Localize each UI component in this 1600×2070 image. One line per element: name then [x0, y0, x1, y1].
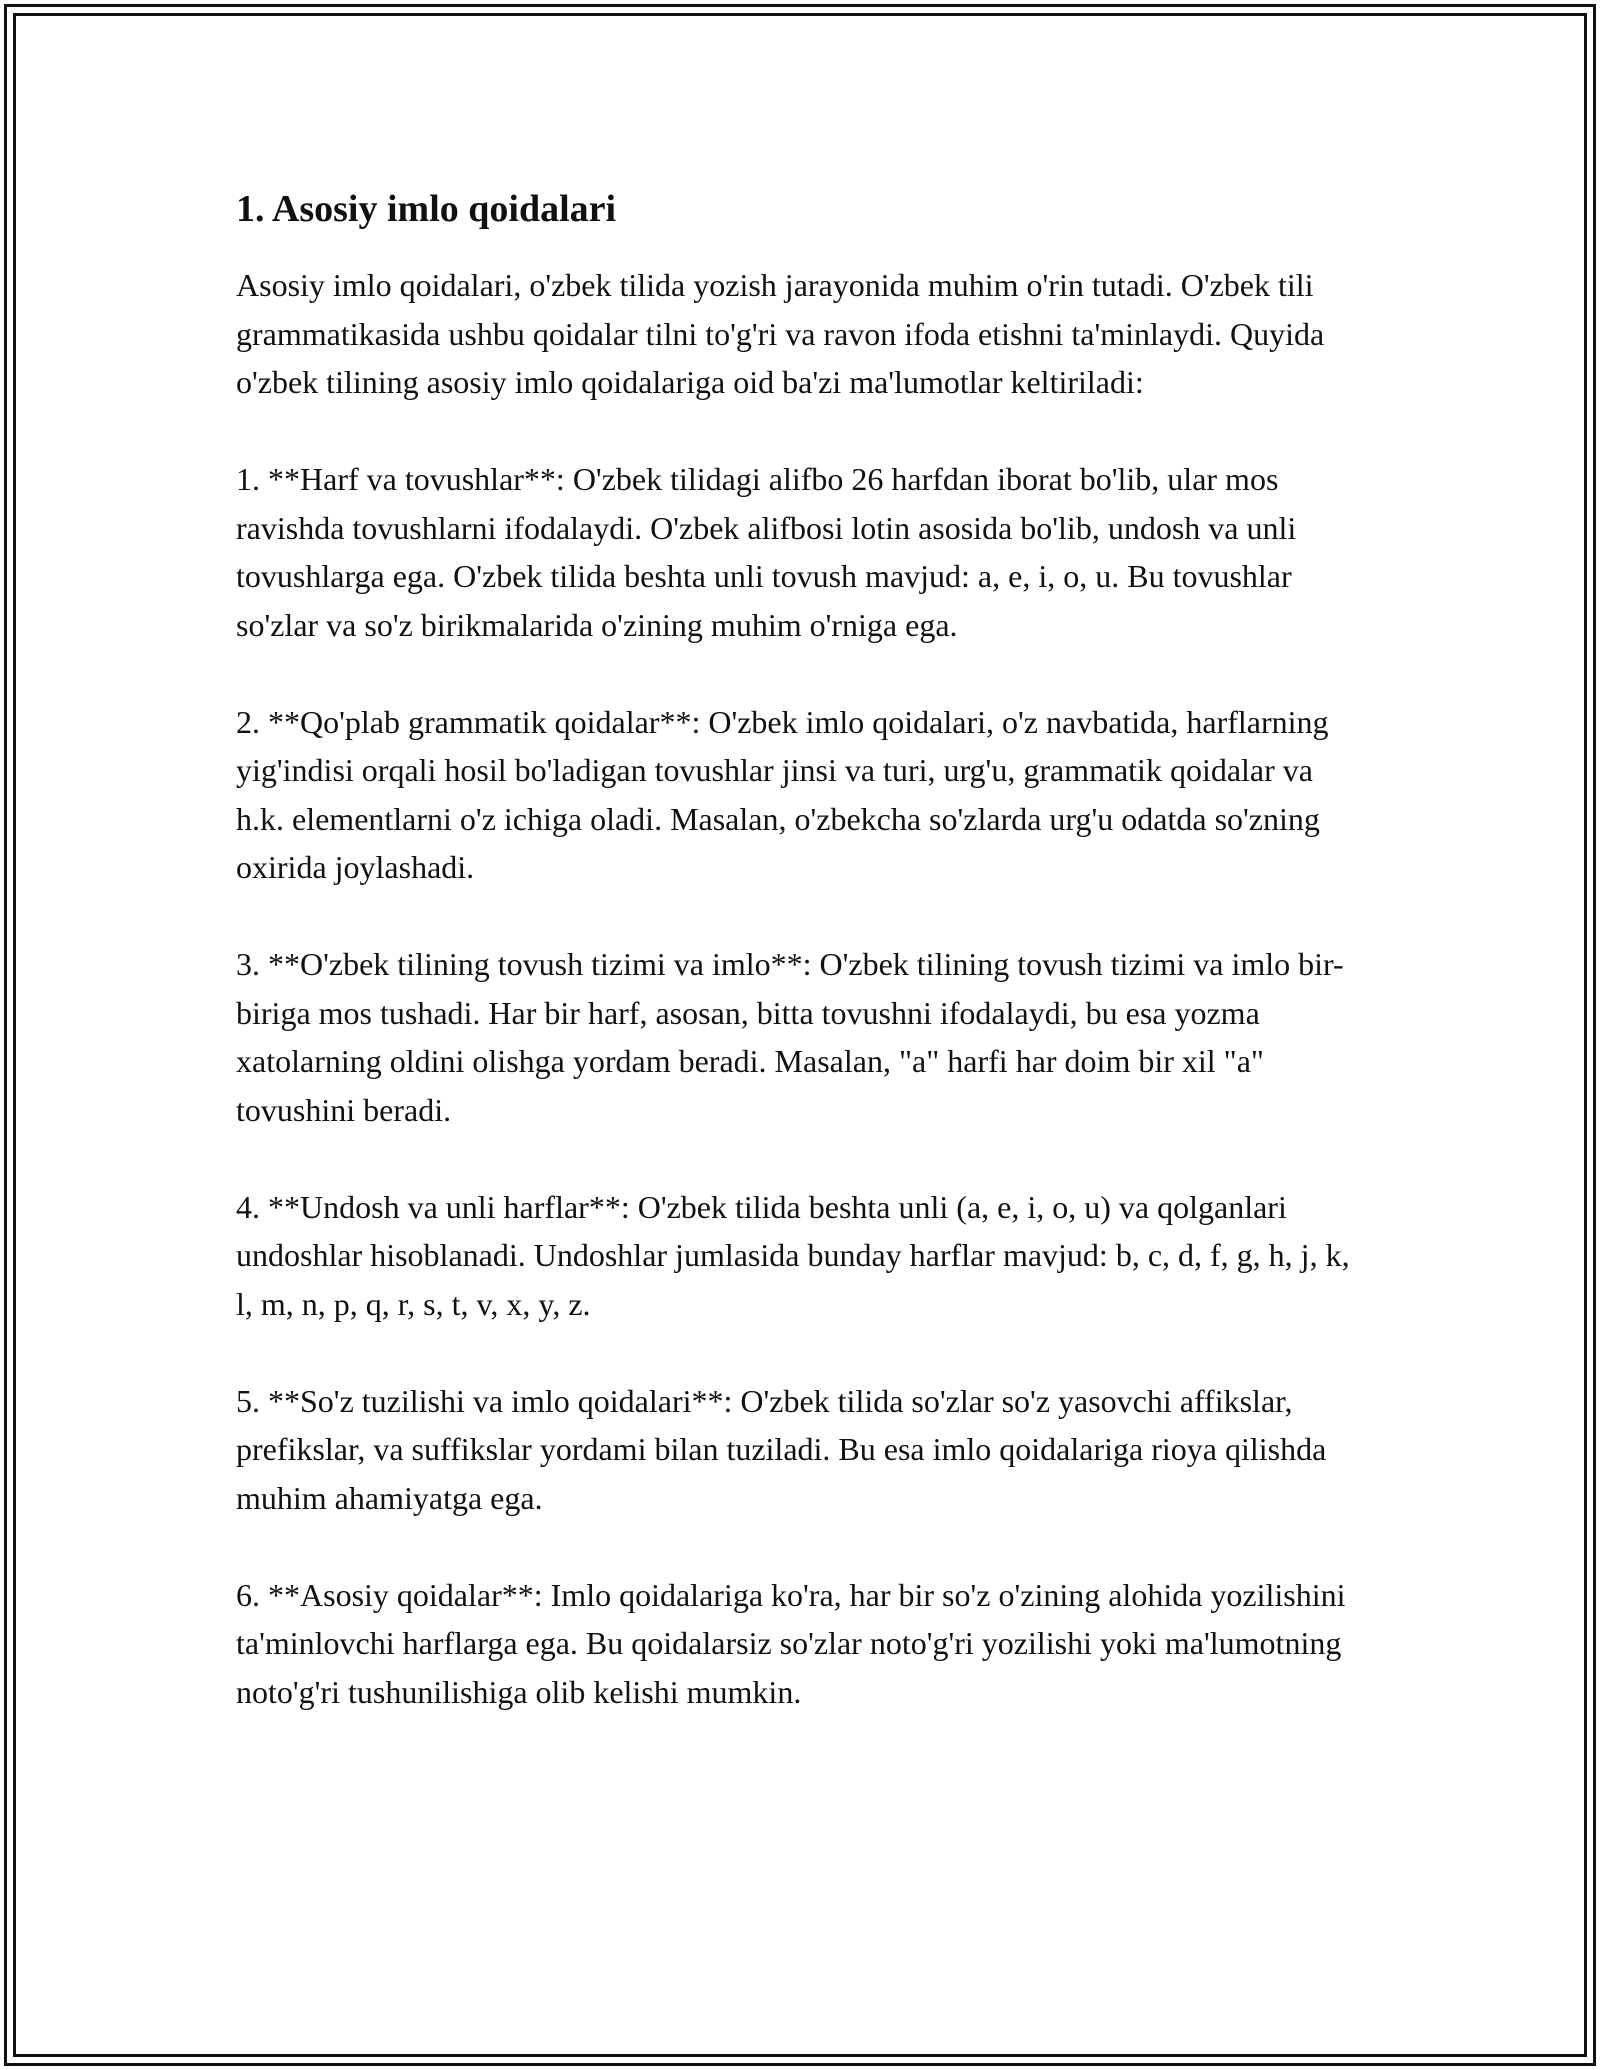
- rule-item-4: 4. **Undosh va unli harflar**: O'zbek tilida beshta unli (a, e, i, o, u) va qolganlari undoshlar hisoblanadi. Undoshlar jumlasida bunday harflar mavjud: b, c, d, f, g, h, j, k, l, m, n, p, q, r, s, t, v, x, y, z.: [236, 1188, 1350, 1322]
- rule-item-1: 1. **Harf va tovushlar**: O'zbek tilidagi alifbo 26 harfdan iborat bo'lib, ular mos ravishda tovushlarni ifodalaydi. O'zbek alifbosi lotin asosida bo'lib, undosh va unli tovushlarga ega. O'zbek tilida beshta unli tovush mavjud: a, e, i, o, u. Bu tovushlar so'zlar va so'z birikmalarida o'zining muhim o'rniga ega.: [236, 461, 1297, 643]
- rule-item-6: 6. **Asosiy qoidalar**: Imlo qoidalariga ko'ra, har bir so'z o'zining alohida yozilishini ta'minlovchi harflarga ega. Bu qoidalarsiz so'zlar noto'g'ri yozilishi yoki ma'lumotning noto'g'ri tushunilishiga olib kelishi mumkin.: [236, 1576, 1346, 1710]
- rule-item-5: 5. **So'z tuzilishi va imlo qoidalari**: O'zbek tilida so'zlar so'z yasovchi affikslar, prefikslar, va suffikslar yordami bilan tuziladi. Bu esa imlo qoidalariga rioya qilishda muhim ahamiyatga ega.: [236, 1382, 1327, 1516]
- rule-item-3: 3. **O'zbek tilining tovush tizimi va imlo**: O'zbek tilining tovush tizimi va imlo bir-biriga mos tushadi. Har bir harf, asosan, bitta tovushni ifodalaydi, bu esa yozma xatolarning oldini olishga yordam beradi. Masalan, "a" harfi har doim bir xil "a" tovushini beradi.: [236, 946, 1344, 1128]
- intro-paragraph: Asosiy imlo qoidalari, o'zbek tilida yozish jarayonida muhim o'rin tutadi. O'zbek tili grammatikasida ushbu qoidalar tilni to'g'ri va ravon ifoda etishni ta'minlaydi. Quyida o'zbek tilining asosiy imlo qoidalariga oid ba'zi ma'lumotlar keltiriladi:: [236, 267, 1325, 400]
- rule-item-2: 2. **Qo'plab grammatik qoidalar**: O'zbek imlo qoidalari, o'z navbatida, harflarning yig'indisi orqali hosil bo'ladigan tovushlar jinsi va turi, urg'u, grammatik qoidalar va h.k. elementlarni o'z ichiga oladi. Masalan, o'zbekcha so'zlarda urg'u odatda so'zning oxirida joylashadi.: [236, 703, 1329, 885]
- document-body: [236, 185, 1366, 1765]
- section-heading: 1. Asosiy imlo qoidalari: [236, 188, 617, 230]
